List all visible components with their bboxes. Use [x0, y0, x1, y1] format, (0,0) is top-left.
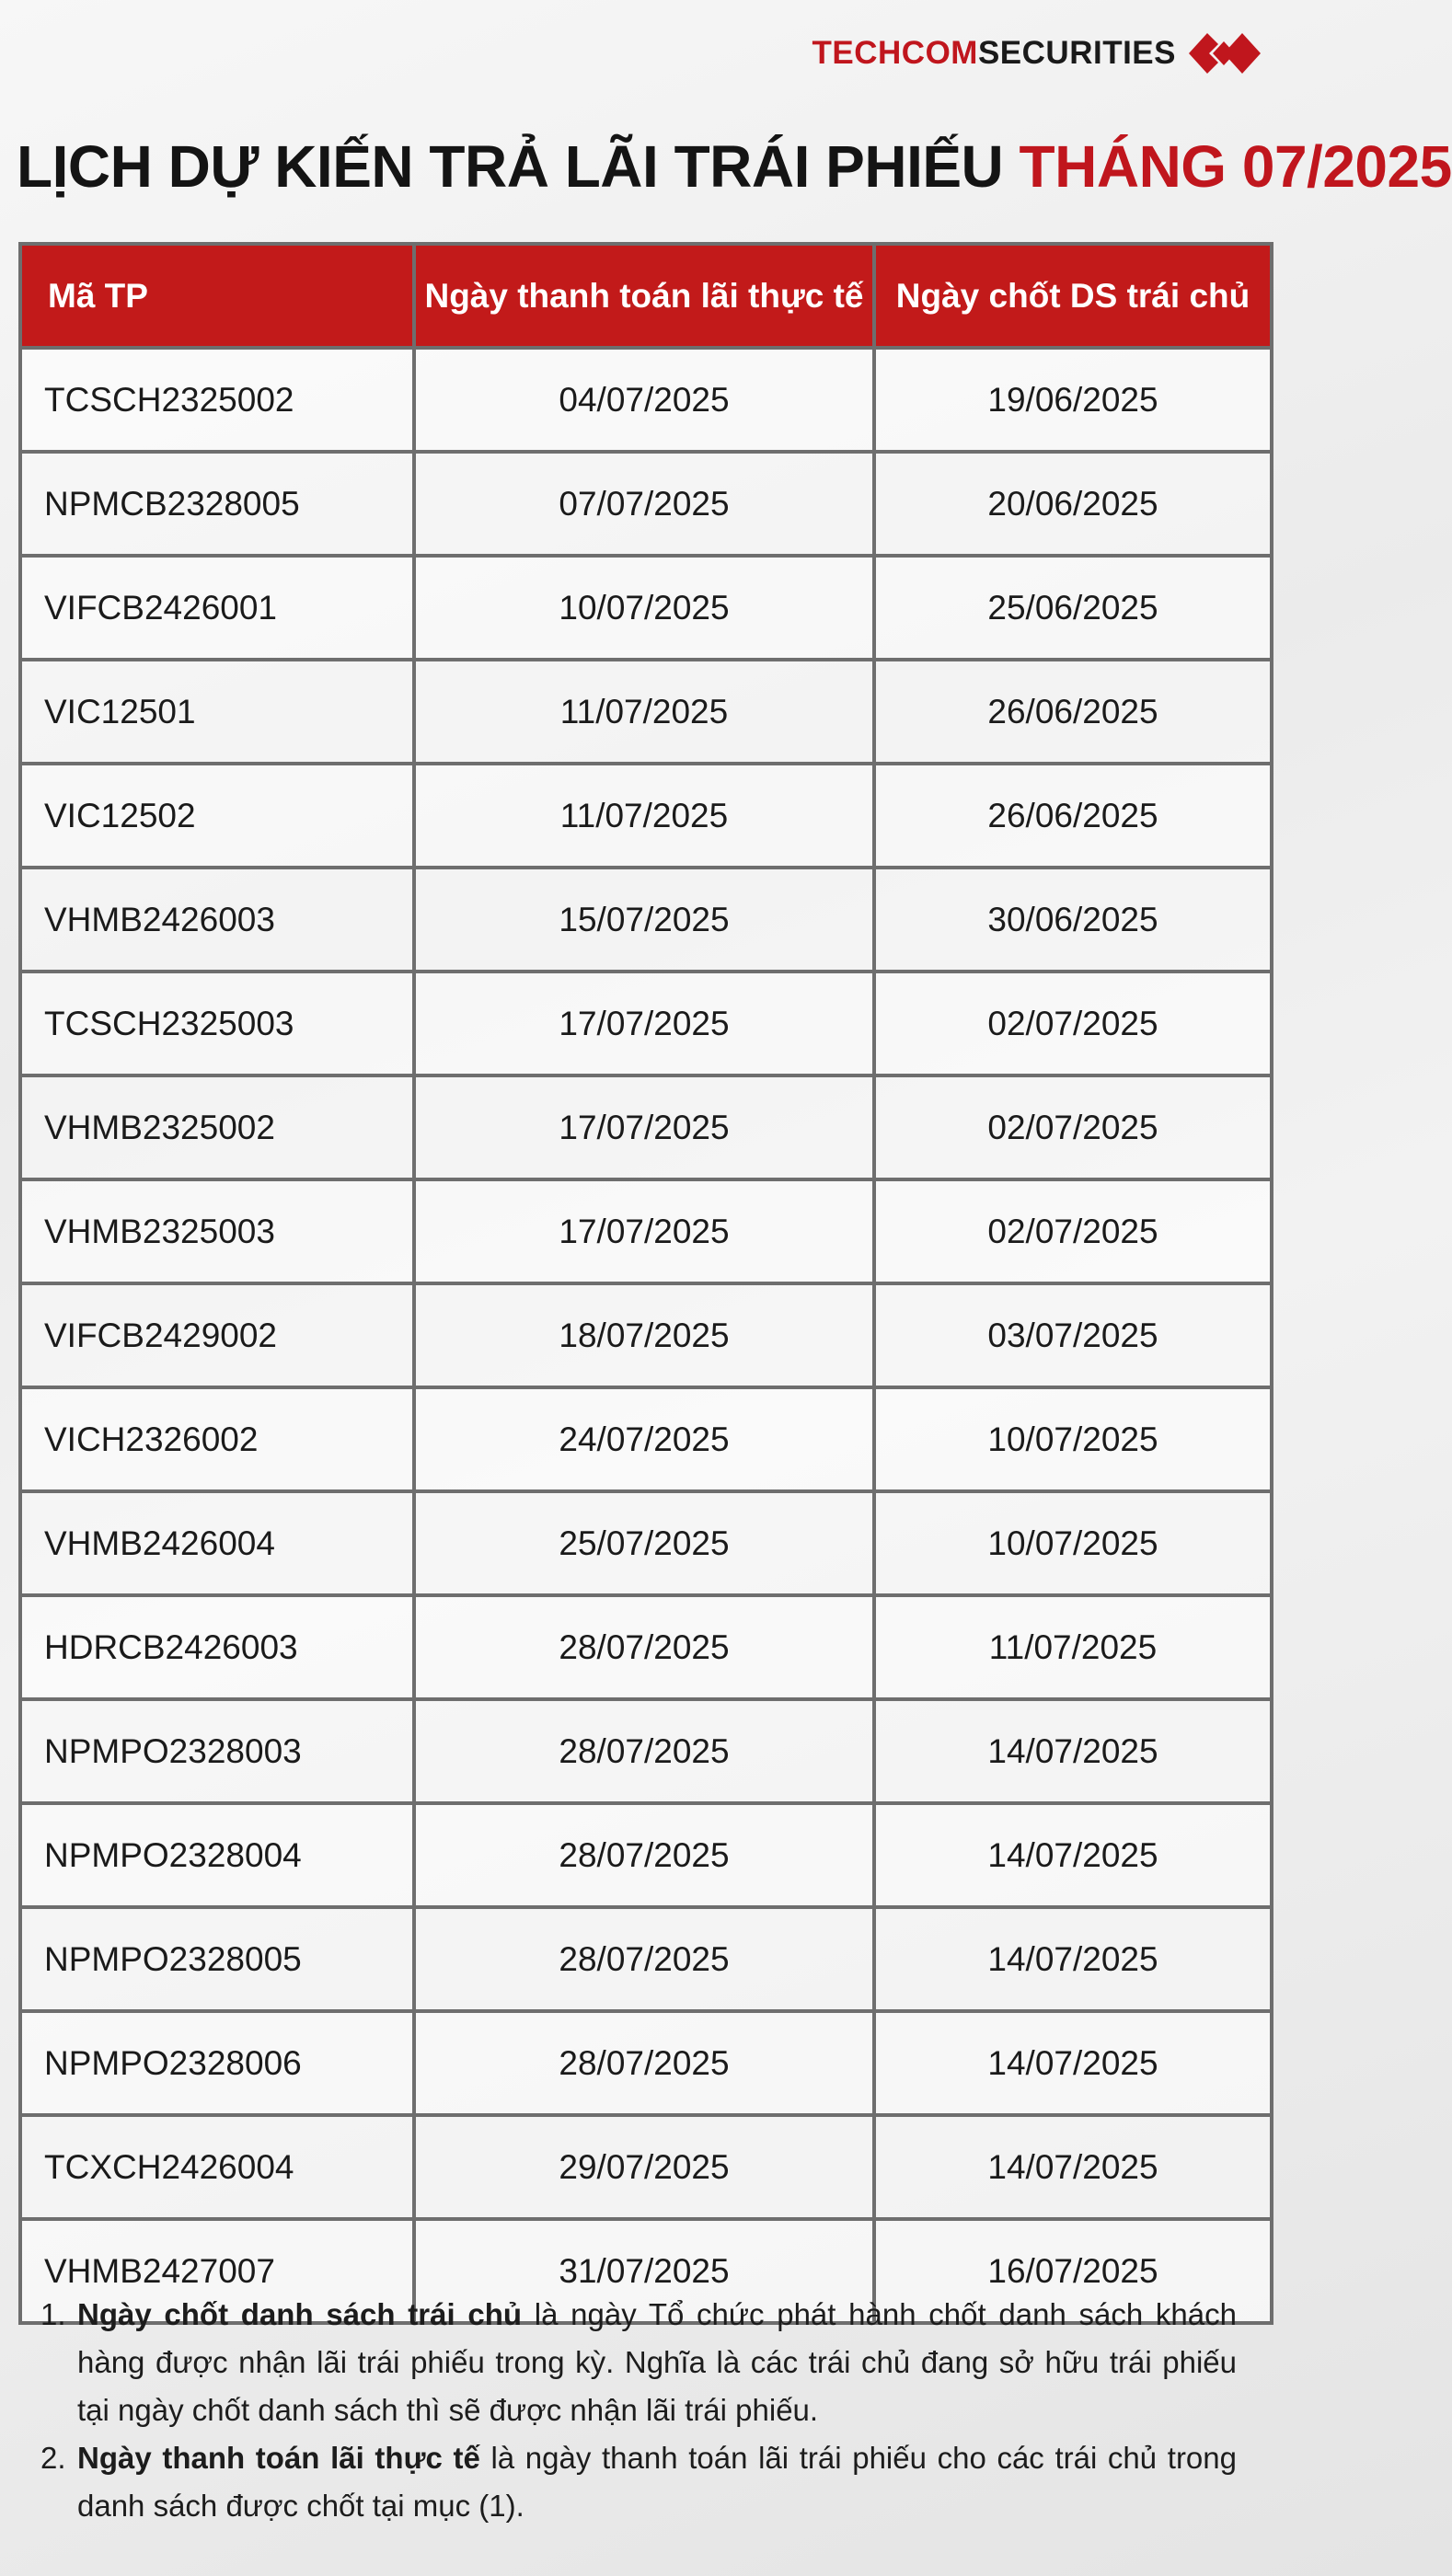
record-date-cell: 10/07/2025	[874, 1491, 1272, 1595]
footnote-text: là ngày Tổ chức phát hành chốt danh sách khách hàng được nhận lãi trái phiếu trong kỳ. Nghĩa là các trái chủ đang sở hữu trái phiếu tại ngày chốt danh sách thì sẽ được nhận lãi trái phiếu.	[77, 2297, 1237, 2427]
payment-date-cell: 07/07/2025	[414, 452, 874, 556]
bond-code-cell: VIC12501	[20, 660, 414, 764]
record-date-cell: 30/06/2025	[874, 868, 1272, 972]
footnote-number: 2.	[40, 2441, 66, 2475]
header-bond-code: Mã TP	[20, 244, 414, 348]
table-row	[20, 764, 1272, 868]
techcom-diamond-logo-icon	[1189, 28, 1261, 79]
bond-code-cell: VHMB2325002	[20, 1075, 414, 1179]
payment-date-cell: 17/07/2025	[414, 972, 874, 1075]
record-date-cell: 26/06/2025	[874, 764, 1272, 868]
table-row	[20, 1491, 1272, 1595]
table-row	[20, 1387, 1272, 1491]
table-row	[20, 1699, 1272, 1803]
bond-code-cell: TCSCH2325003	[20, 972, 414, 1075]
page-title	[17, 127, 1452, 206]
bond-code-cell: VIC12502	[20, 764, 414, 868]
brand-header	[812, 26, 1261, 81]
record-date-cell: 14/07/2025	[874, 1803, 1272, 1907]
footnote-number: 1.	[40, 2297, 66, 2331]
table-row	[20, 2115, 1272, 2219]
bond-code-cell: NPMPO2328003	[20, 1699, 414, 1803]
record-date-cell: 02/07/2025	[874, 1179, 1272, 1283]
record-date-cell: 11/07/2025	[874, 1595, 1272, 1699]
record-date-cell: 02/07/2025	[874, 972, 1272, 1075]
footnote-term: Ngày chốt danh sách trái chủ	[77, 2297, 523, 2331]
record-date-cell: 14/07/2025	[874, 1907, 1272, 2011]
footnote-term: Ngày thanh toán lãi thực tế	[77, 2441, 480, 2475]
record-date-cell: 10/07/2025	[874, 1387, 1272, 1491]
payment-date-cell: 25/07/2025	[414, 1491, 874, 1595]
record-date-cell: 14/07/2025	[874, 2011, 1272, 2115]
bond-code-cell: VHMB2426004	[20, 1491, 414, 1595]
payment-date-cell: 28/07/2025	[414, 1803, 874, 1907]
page-title-main: LỊCH DỰ KIẾN TRẢ LÃI TRÁI PHIẾU	[17, 133, 1004, 200]
bond-code-cell: VIFCB2429002	[20, 1283, 414, 1387]
table-row	[20, 868, 1272, 972]
bond-code-cell: TCSCH2325002	[20, 348, 414, 452]
record-date-cell: 03/07/2025	[874, 1283, 1272, 1387]
payment-date-cell: 17/07/2025	[414, 1075, 874, 1179]
payment-date-cell: 10/07/2025	[414, 556, 874, 660]
record-date-cell: 14/07/2025	[874, 1699, 1272, 1803]
payment-date-cell: 18/07/2025	[414, 1283, 874, 1387]
table-row	[20, 1595, 1272, 1699]
payment-date-cell: 28/07/2025	[414, 1907, 874, 2011]
header-record-date: Ngày chốt DS trái chủ	[874, 244, 1272, 348]
bond-code-cell: VHMB2325003	[20, 1179, 414, 1283]
bond-code-cell: TCXCH2426004	[20, 2115, 414, 2219]
bond-code-cell: HDRCB2426003	[20, 1595, 414, 1699]
payment-date-cell: 11/07/2025	[414, 660, 874, 764]
footnote-body	[77, 2434, 1237, 2530]
record-date-cell: 20/06/2025	[874, 452, 1272, 556]
record-date-cell: 19/06/2025	[874, 348, 1272, 452]
table-row	[20, 1283, 1272, 1387]
payment-date-cell: 15/07/2025	[414, 868, 874, 972]
brand-name-part1: TECHCOM	[812, 35, 978, 71]
bond-code-cell: VHMB2427007	[20, 2219, 414, 2323]
brand-name-part2: SECURITIES	[977, 35, 1176, 71]
table-row	[20, 1075, 1272, 1179]
table-row	[20, 1907, 1272, 2011]
header-payment-date: Ngày thanh toán lãi thực tế	[414, 244, 874, 348]
bond-code-cell: NPMPO2328006	[20, 2011, 414, 2115]
payment-date-cell: 11/07/2025	[414, 764, 874, 868]
payment-date-cell: 17/07/2025	[414, 1179, 874, 1283]
record-date-cell: 02/07/2025	[874, 1075, 1272, 1179]
payment-date-cell: 28/07/2025	[414, 2011, 874, 2115]
footnote-item	[40, 2291, 1237, 2434]
bond-code-cell: NPMCB2328005	[20, 452, 414, 556]
table-row	[20, 452, 1272, 556]
footnote-body	[77, 2291, 1237, 2434]
payment-date-cell: 29/07/2025	[414, 2115, 874, 2219]
table-row	[20, 2011, 1272, 2115]
footnote-text: là ngày thanh toán lãi trái phiếu cho các trái chủ trong danh sách được chốt tại mục (1).	[77, 2441, 1237, 2523]
footnotes	[40, 2291, 1237, 2530]
record-date-cell: 25/06/2025	[874, 556, 1272, 660]
record-date-cell: 26/06/2025	[874, 660, 1272, 764]
table-row	[20, 660, 1272, 764]
footnote-item	[40, 2434, 1237, 2530]
bond-code-cell: VHMB2426003	[20, 868, 414, 972]
table-header-row	[20, 244, 1272, 348]
table-row	[20, 1179, 1272, 1283]
table-row	[20, 348, 1272, 452]
record-date-cell: 14/07/2025	[874, 2115, 1272, 2219]
table-row	[20, 972, 1272, 1075]
table-row	[20, 556, 1272, 660]
brand-name	[812, 35, 1176, 72]
payment-date-cell: 24/07/2025	[414, 1387, 874, 1491]
bond-code-cell: VICH2326002	[20, 1387, 414, 1491]
bond-code-cell: NPMPO2328004	[20, 1803, 414, 1907]
payment-date-cell: 28/07/2025	[414, 1595, 874, 1699]
payment-date-cell: 04/07/2025	[414, 348, 874, 452]
bond-code-cell: VIFCB2426001	[20, 556, 414, 660]
table-row	[20, 1803, 1272, 1907]
record-date-cell: 16/07/2025	[874, 2219, 1272, 2323]
bond-code-cell: NPMPO2328005	[20, 1907, 414, 2011]
payment-date-cell: 28/07/2025	[414, 1699, 874, 1803]
page-title-accent: THÁNG 07/2025	[1019, 133, 1452, 200]
interest-schedule-table	[18, 242, 1273, 2325]
payment-date-cell: 31/07/2025	[414, 2219, 874, 2323]
